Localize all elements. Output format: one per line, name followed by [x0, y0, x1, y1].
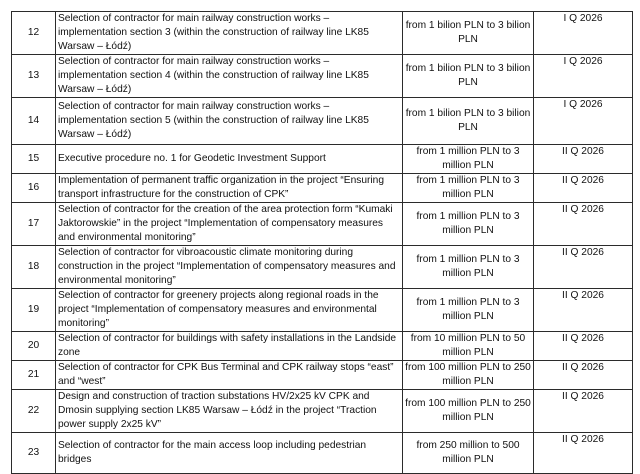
table-row: [12, 390, 633, 433]
table-row: [12, 361, 633, 390]
row-subject: Selection of contractor for vibroacoustic climate monitoring during construction in the project “Implementation of compensatory measures and environmental monitoring”: [56, 246, 403, 289]
row-subject: Executive procedure no. 1 for Geodetic Investment Support: [56, 145, 403, 174]
row-subject: Selection of contractor for CPK Bus Terminal and CPK railway stops “east” and “west”: [56, 361, 403, 390]
procurement-table: [11, 11, 633, 474]
row-date: I Q 2026: [534, 98, 633, 145]
row-value: from 1 million PLN to 3 million PLN: [403, 145, 534, 174]
table-row: [12, 433, 633, 474]
row-value: from 250 million to 500 million PLN: [403, 433, 534, 474]
table-row: [12, 98, 633, 145]
row-number: 13: [12, 55, 56, 98]
row-subject: Selection of contractor for the creation of the area protection form “Kumaki Jaktorowskie” in the project “Implementation of compensatory measures and environmental monitoring”: [56, 203, 403, 246]
row-date: II Q 2026: [534, 174, 633, 203]
row-value: from 1 bilion PLN to 3 bilion PLN: [403, 12, 534, 55]
row-subject: Selection of contractor for greenery projects along regional roads in the project “Implementation of compensatory measures and environmental monitoring”: [56, 289, 403, 332]
row-subject: Selection of contractor for main railway construction works – implementation section 5 (within the construction of railway line LK85 Warsaw – Łódź): [56, 98, 403, 145]
row-value: from 1 bilion PLN to 3 bilion PLN: [403, 98, 534, 145]
row-date: II Q 2026: [534, 433, 633, 474]
row-number: 14: [12, 98, 56, 145]
row-date: II Q 2026: [534, 332, 633, 361]
row-date: II Q 2026: [534, 203, 633, 246]
row-subject: Selection of contractor for main railway construction works – implementation section 3 (within the construction of railway line LK85 Warsaw – Łódź): [56, 12, 403, 55]
table-row: [12, 55, 633, 98]
table-row: [12, 174, 633, 203]
table-row: [12, 203, 633, 246]
table-row: [12, 145, 633, 174]
table-row: [12, 289, 633, 332]
row-subject: Implementation of permanent traffic organization in the project “Ensuring transport infrastructure for the construction of CPK”: [56, 174, 403, 203]
row-subject: Selection of contractor for main railway construction works – implementation section 4 (within the construction of railway line LK85 Warsaw – Łódź): [56, 55, 403, 98]
row-number: 19: [12, 289, 56, 332]
row-number: 20: [12, 332, 56, 361]
table-row: [12, 246, 633, 289]
row-number: 16: [12, 174, 56, 203]
row-number: 18: [12, 246, 56, 289]
row-value: from 1 million PLN to 3 million PLN: [403, 174, 534, 203]
row-value: from 1 million PLN to 3 million PLN: [403, 289, 534, 332]
row-value: from 1 bilion PLN to 3 bilion PLN: [403, 55, 534, 98]
row-number: 23: [12, 433, 56, 474]
row-date: II Q 2026: [534, 390, 633, 433]
row-date: II Q 2026: [534, 289, 633, 332]
row-value: from 100 million PLN to 250 million PLN: [403, 361, 534, 390]
row-date: I Q 2026: [534, 12, 633, 55]
row-number: 22: [12, 390, 56, 433]
row-date: II Q 2026: [534, 145, 633, 174]
row-subject: Design and construction of traction substations HV/2x25 kV CPK and Dmosin supplying section LK85 Warsaw – Łódź in the project “Traction power supply 2x25 kV”: [56, 390, 403, 433]
row-date: II Q 2026: [534, 246, 633, 289]
row-subject: Selection of contractor for the main access loop including pedestrian bridges: [56, 433, 403, 474]
row-value: from 1 million PLN to 3 million PLN: [403, 246, 534, 289]
row-value: from 100 million PLN to 250 million PLN: [403, 390, 534, 433]
row-number: 15: [12, 145, 56, 174]
row-number: 12: [12, 12, 56, 55]
row-value: from 10 million PLN to 50 million PLN: [403, 332, 534, 361]
row-subject: Selection of contractor for buildings with safety installations in the Landside zone: [56, 332, 403, 361]
row-number: 17: [12, 203, 56, 246]
row-date: II Q 2026: [534, 361, 633, 390]
table-row: [12, 332, 633, 361]
row-number: 21: [12, 361, 56, 390]
table-row: [12, 12, 633, 55]
row-value: from 1 million PLN to 3 million PLN: [403, 203, 534, 246]
row-date: I Q 2026: [534, 55, 633, 98]
